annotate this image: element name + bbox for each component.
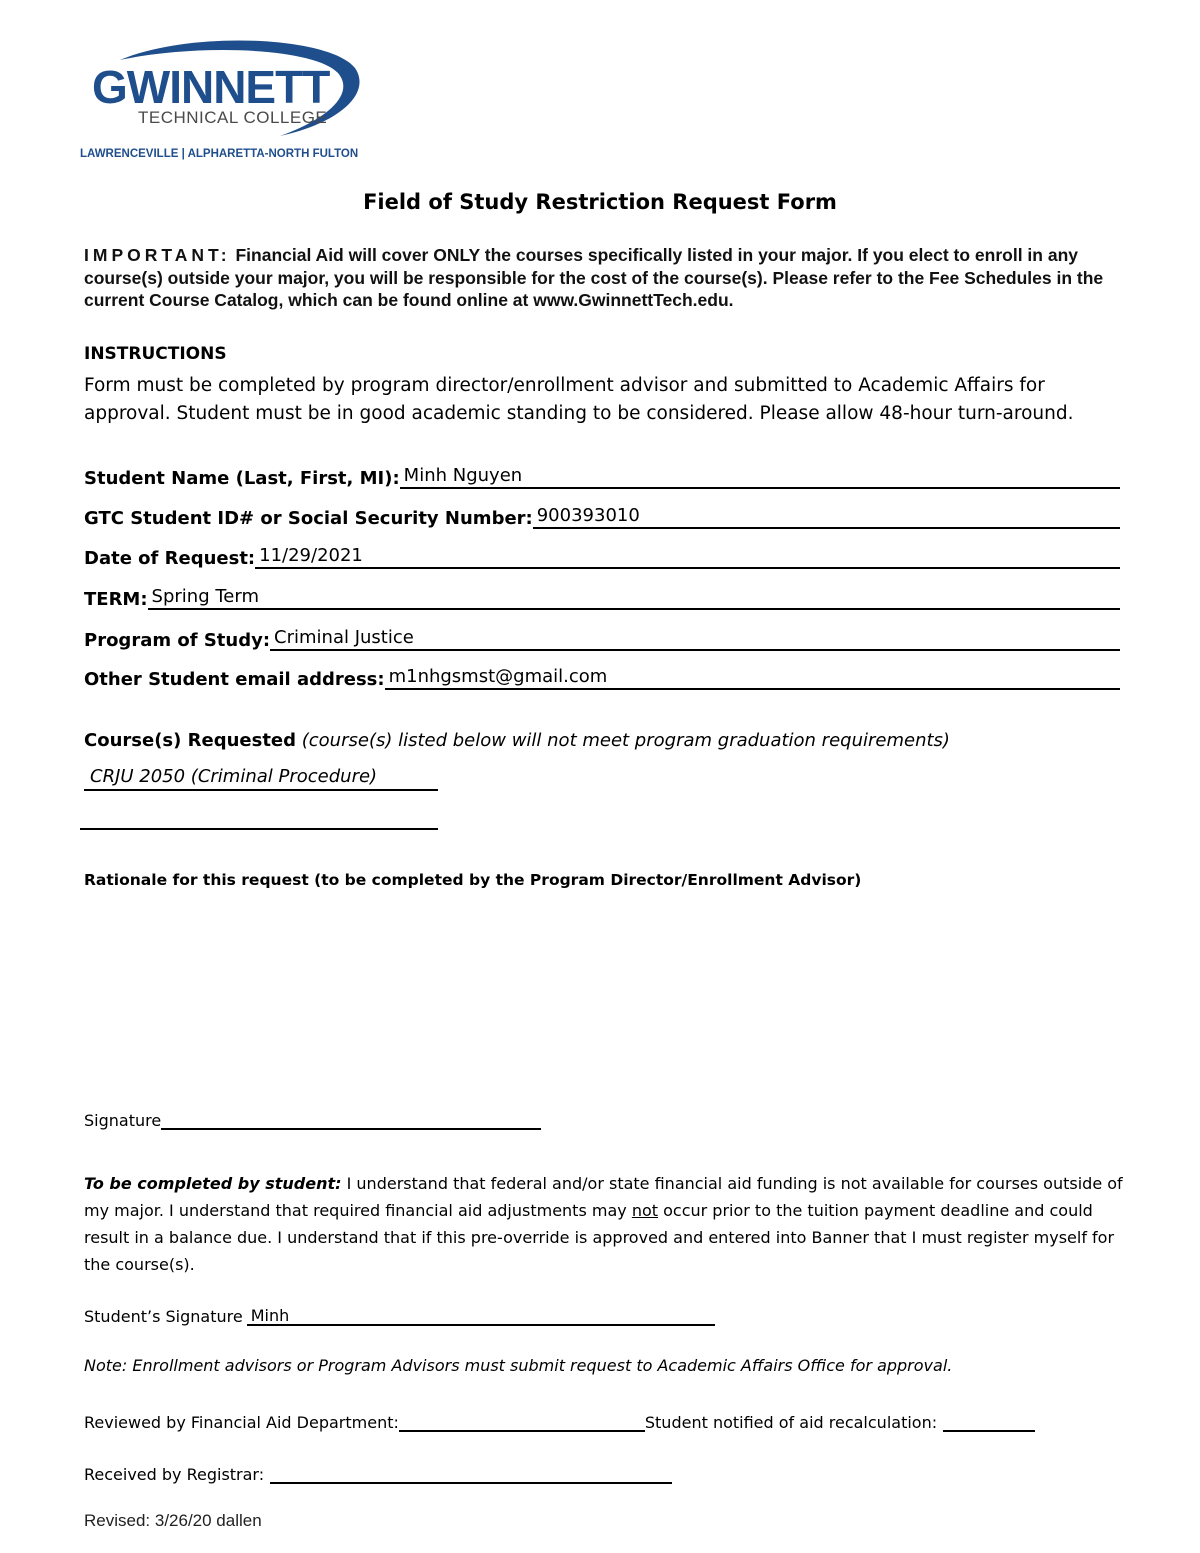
revised-footer: Revised: 3/26/20 dallen — [84, 1511, 262, 1530]
course-line-1[interactable]: CRJU 2050 (Criminal Procedure) — [84, 765, 438, 791]
student-name-label: Student Name (Last, First, MI): — [84, 468, 400, 489]
student-statement-part1: I understand that federal and/or state financial aid funding is not available for courses outside of my major. I understand that required financial aid adjustments may — [84, 1174, 1123, 1220]
signature-label: Signature — [84, 1111, 162, 1130]
important-label: IMPORTANT: — [84, 245, 231, 265]
program-value[interactable]: Criminal Justice — [270, 627, 1120, 651]
date-label: Date of Request: — [84, 548, 256, 569]
important-notice — [84, 244, 1114, 312]
courses-heading-label: Course(s) Requested — [84, 730, 297, 751]
program-field[interactable] — [84, 621, 1120, 651]
student-statement — [84, 1170, 1124, 1278]
instructions-text: Form must be completed by program director/enrollment advisor and submitted to Academic Affairs for approval. Student must be in good academic standing to be considered. Please allow 48-hour turn-around. — [84, 375, 1074, 424]
student-statement-emphasis: not — [631, 1201, 659, 1220]
form-title: Field of Study Restriction Request Form — [363, 190, 837, 214]
term-field[interactable] — [84, 580, 1120, 610]
reviewed-label: Reviewed by Financial Aid Department: — [84, 1413, 399, 1432]
course-line-2[interactable] — [80, 804, 438, 830]
college-logo — [80, 38, 370, 168]
notified-label: Student notified of aid recalculation: — [644, 1413, 938, 1432]
signature-line[interactable] — [161, 1110, 541, 1130]
student-signature-label: Student’s Signature — [84, 1307, 243, 1326]
logo-name: GWINNETT — [92, 61, 330, 113]
instructions-heading: INSTRUCTIONS — [84, 344, 227, 364]
registrar-row — [84, 1460, 672, 1484]
rationale-heading: Rationale for this request (to be completed by the Program Director/Enrollment Advisor) — [84, 871, 862, 889]
logo-locations: LAWRENCEVILLE | ALPHARETTA-NORTH FULTON — [80, 148, 359, 160]
notified-line[interactable] — [943, 1412, 1035, 1432]
courses-heading — [84, 730, 950, 751]
courses-heading-note: (course(s) listed below will not meet program graduation requirements) — [301, 730, 950, 751]
student-name-value[interactable]: Minh Nguyen — [400, 465, 1120, 489]
important-text: Financial Aid will cover ONLY the courses specifically listed in your major. If you elect to enroll in any course(s) outside your major, you will be responsible for the cost of the course(s). Please refer to the Fee Schedules in the current Course Catalog, which can be found online at www.GwinnettTech.edu. — [84, 245, 1104, 310]
program-label: Program of Study: — [84, 630, 271, 651]
term-value[interactable]: Spring Term — [148, 586, 1120, 610]
student-id-field[interactable] — [84, 499, 1120, 529]
student-statement-part2: occur prior to the tuition payment deadline and could result in a balance due. I understand that if this pre-override is approved and entered into Banner that I must register myself for the course(s). — [84, 1201, 1115, 1274]
term-label: TERM: — [84, 589, 148, 610]
email-value[interactable]: m1nhgsmst@gmail.com — [385, 666, 1120, 690]
reviewed-line[interactable] — [399, 1412, 645, 1432]
email-field[interactable] — [84, 660, 1120, 690]
date-value[interactable]: 11/29/2021 — [255, 545, 1120, 569]
logo-subtitle: TECHNICAL COLLEGE — [138, 108, 328, 127]
advisor-note: Note: Enrollment advisors or Program Advisors must submit request to Academic Affairs Office for approval. — [84, 1356, 953, 1375]
student-statement-lead: To be completed by student: — [84, 1174, 342, 1193]
registrar-line[interactable] — [270, 1464, 672, 1484]
reviewed-row — [84, 1408, 1035, 1432]
date-field[interactable] — [84, 539, 1120, 569]
student-id-label: GTC Student ID# or Social Security Number: — [84, 508, 533, 529]
signature-row — [84, 1106, 541, 1130]
student-signature-line[interactable]: Minh — [247, 1306, 715, 1326]
student-name-field[interactable] — [84, 459, 1120, 489]
student-id-value[interactable]: 900393010 — [533, 505, 1120, 529]
student-signature-row — [84, 1302, 715, 1326]
email-label: Other Student email address: — [84, 669, 385, 690]
registrar-label: Received by Registrar: — [84, 1465, 265, 1484]
